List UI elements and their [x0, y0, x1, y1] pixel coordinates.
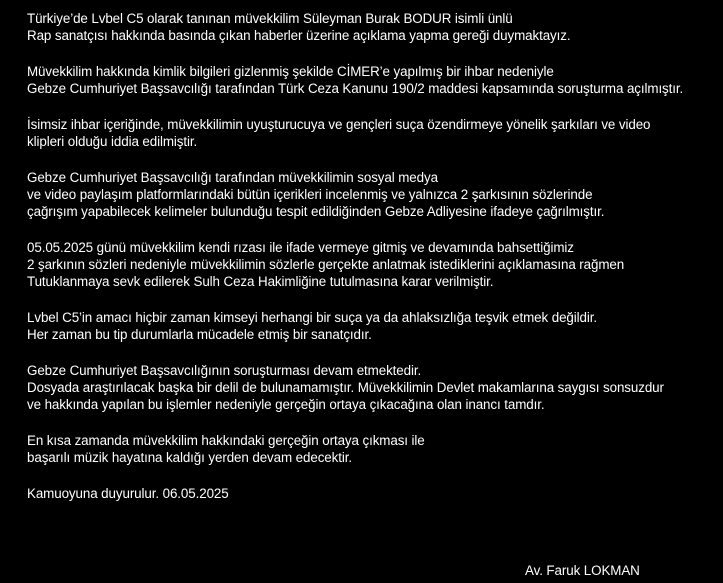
statement-line: ve hakkında yapılan bu işlemler nedeniyle gerçeğin ortaya çıkacağına olan inancı tamdır. — [27, 397, 545, 412]
statement-line: Her zaman bu tip durumlarla mücadele etmiş bir sanatçıdır. — [27, 327, 372, 342]
statement-line: Türkiye’de Lvbel C5 olarak tanınan müvekkilim Süleyman Burak BODUR isimli ünlü — [27, 11, 513, 26]
paragraph-investigation — [27, 169, 717, 220]
statement-line: Müvekkilim hakkında kimlik bilgileri gizlenmiş şekilde CİMER’e yapılmış bir ihbar nedeniyle — [27, 64, 554, 79]
statement-line: Gebze Cumhuriyet Başsavcılığının soruşturması devam etmektedir. — [27, 363, 422, 378]
statement-line: çağrışım yapabilecek kelimeler bulunduğu tespit edildiğinden Gebze Adliyesine ifadeye çağrılmıştır. — [27, 204, 605, 219]
lawyer-signature: Av. Faruk LOKMAN — [525, 563, 640, 578]
statement-line: Kamuoyuna duyurulur. 06.05.2025 — [27, 486, 229, 501]
statement-line: klipleri olduğu iddia edilmiştir. — [27, 134, 198, 149]
paragraph-introduction — [27, 10, 717, 44]
statement-line: En kısa zamanda müvekkilim hakkındaki gerçeğin ortaya çıkması ile — [27, 433, 425, 448]
statement-line: 2 şarkının sözleri nedeniyle müvekkilimin sözlerle gerçekte anlatmak istediklerini açıklamasına rağmen — [27, 257, 625, 272]
paragraph-intent — [27, 309, 717, 343]
statement-line: başarılı müzik hayatına kaldığı yerden devam edecektir. — [27, 450, 352, 465]
statement-line: 05.05.2025 günü müvekkilim kendi rızası ile ifade vermeye gitmiş ve devamında bahsettiğimiz — [27, 240, 574, 255]
statement-line: İsimsiz ihbar içeriğinde, müvekkilimin uyuşturucuya ve gençleri suça özendirmeye yönelik şarkıları ve video — [27, 117, 651, 132]
paragraph-future — [27, 432, 717, 466]
paragraph-allegation — [27, 116, 717, 150]
statement-line: Rap sanatçısı hakkında basında çıkan haberler üzerine açıklama yapma gereği duymaktayız. — [27, 28, 571, 43]
statement-line: Gebze Cumhuriyet Başsavcılığı tarafından Türk Ceza Kanunu 190/2 maddesi kapsamında soruşturma açılmıştır. — [27, 81, 684, 96]
paragraph-arrest — [27, 239, 717, 290]
statement-line: Gebze Cumhuriyet Başsavcılığı tarafından müvekkilimin sosyal medya — [27, 170, 438, 185]
paragraph-ongoing — [27, 362, 717, 413]
public-statement — [27, 10, 717, 521]
statement-line: Dosyada araştırılacak başka bir delil de bulunamamıştır. Müvekkilimin Devlet makamlarına saygısı sonsuzdur — [27, 380, 664, 395]
statement-line: Tutuklanmaya sevk edilerek Sulh Ceza Hakimliğine tutulmasına karar verilmiştir. — [27, 274, 494, 289]
paragraph-announcement-date — [27, 485, 717, 502]
paragraph-complaint — [27, 63, 717, 97]
statement-line: Lvbel C5’in amacı hiçbir zaman kimseyi herhangi bir suça ya da ahlaksızlığa teşvik etmek değildir. — [27, 310, 597, 325]
statement-line: ve video paylaşım platformlarındaki bütün içerikleri incelenmiş ve yalnızca 2 şarkısının sözlerinde — [27, 187, 593, 202]
